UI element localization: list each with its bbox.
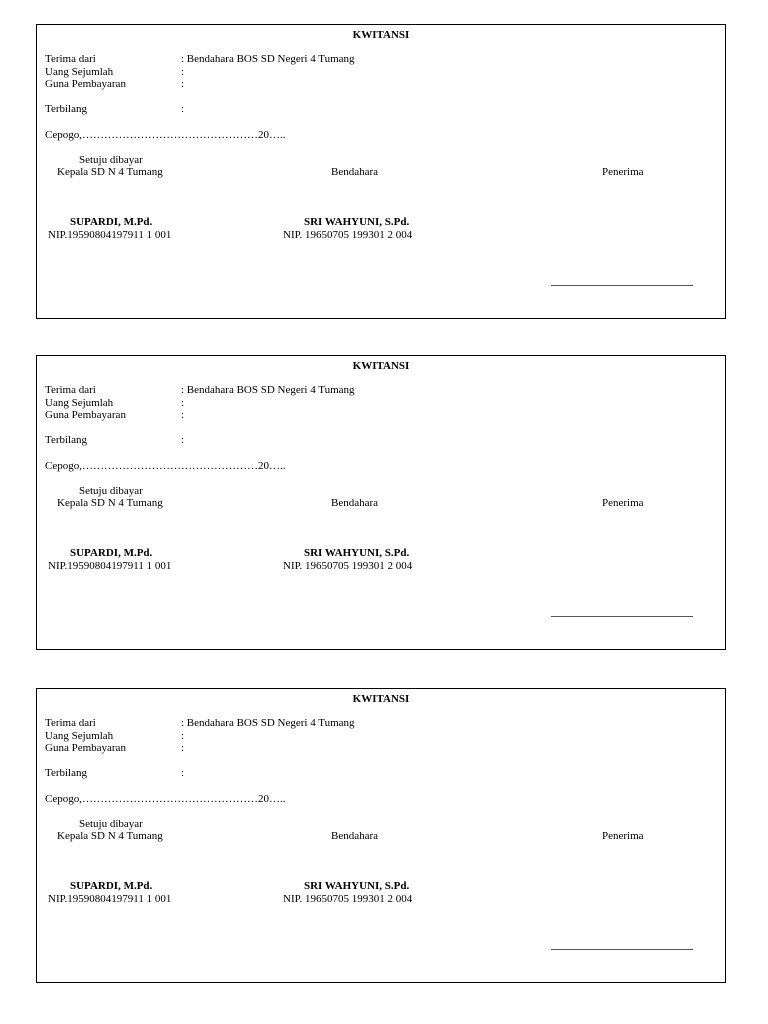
receiver-role: Penerima xyxy=(602,830,644,842)
date-line: Cepogo,…………………………………………20….. xyxy=(45,793,286,805)
field-value-terbilang: : xyxy=(181,434,185,446)
headmaster-nip: NIP.19590804197911 1 001 xyxy=(48,893,172,905)
headmaster-name: SUPARDI, M.Pd. xyxy=(70,880,153,892)
treasurer-nip: NIP. 19650705 199301 2 004 xyxy=(283,560,413,572)
field-label-terima-dari: Terima dari xyxy=(45,717,96,729)
field-value-terima-dari: : Bendahara BOS SD Negeri 4 Tumang xyxy=(181,53,355,65)
receipt-3 xyxy=(36,688,726,983)
approve-text: Setuju dibayar xyxy=(79,818,143,830)
field-value-terima-dari: : Bendahara BOS SD Negeri 4 Tumang xyxy=(181,717,355,729)
approve-text: Setuju dibayar xyxy=(79,485,143,497)
field-value-guna-pembayaran: : xyxy=(181,78,185,90)
treasurer-nip: NIP. 19650705 199301 2 004 xyxy=(283,893,413,905)
field-value-terbilang: : xyxy=(181,767,185,779)
treasurer-role: Bendahara xyxy=(331,166,379,178)
headmaster-role: Kepala SD N 4 Tumang xyxy=(57,830,163,842)
field-label-terima-dari: Terima dari xyxy=(45,53,96,65)
receipt-title: KWITANSI xyxy=(352,360,410,372)
receipt-2 xyxy=(36,355,726,650)
field-label-uang-sejumlah: Uang Sejumlah xyxy=(45,397,114,409)
treasurer-name: SRI WAHYUNI, S.Pd. xyxy=(304,547,410,559)
field-label-guna-pembayaran: Guna Pembayaran xyxy=(45,409,126,421)
receipt-title: KWITANSI xyxy=(352,693,410,705)
headmaster-name: SUPARDI, M.Pd. xyxy=(70,547,153,559)
receiver-signature-line xyxy=(551,949,693,950)
field-value-uang-sejumlah: : xyxy=(181,397,185,409)
receiver-signature-line xyxy=(551,285,693,286)
treasurer-name: SRI WAHYUNI, S.Pd. xyxy=(304,216,410,228)
receiver-signature-line xyxy=(551,616,693,617)
field-label-guna-pembayaran: Guna Pembayaran xyxy=(45,742,126,754)
field-value-terbilang: : xyxy=(181,103,185,115)
field-label-uang-sejumlah: Uang Sejumlah xyxy=(45,66,114,78)
field-value-guna-pembayaran: : xyxy=(181,409,185,421)
field-label-terima-dari: Terima dari xyxy=(45,384,96,396)
field-value-guna-pembayaran: : xyxy=(181,742,185,754)
field-value-uang-sejumlah: : xyxy=(181,66,185,78)
receipt-1 xyxy=(36,24,726,319)
approve-text: Setuju dibayar xyxy=(79,154,143,166)
field-label-guna-pembayaran: Guna Pembayaran xyxy=(45,78,126,90)
treasurer-name: SRI WAHYUNI, S.Pd. xyxy=(304,880,410,892)
receiver-role: Penerima xyxy=(602,497,644,509)
field-label-uang-sejumlah: Uang Sejumlah xyxy=(45,730,114,742)
field-label-terbilang: Terbilang xyxy=(45,434,87,446)
treasurer-role: Bendahara xyxy=(331,497,379,509)
headmaster-nip: NIP.19590804197911 1 001 xyxy=(48,560,172,572)
headmaster-role: Kepala SD N 4 Tumang xyxy=(57,497,163,509)
field-label-terbilang: Terbilang xyxy=(45,767,87,779)
receipt-title: KWITANSI xyxy=(352,29,410,41)
field-value-terima-dari: : Bendahara BOS SD Negeri 4 Tumang xyxy=(181,384,355,396)
treasurer-nip: NIP. 19650705 199301 2 004 xyxy=(283,229,413,241)
headmaster-nip: NIP.19590804197911 1 001 xyxy=(48,229,172,241)
field-label-terbilang: Terbilang xyxy=(45,103,87,115)
field-value-uang-sejumlah: : xyxy=(181,730,185,742)
date-line: Cepogo,…………………………………………20….. xyxy=(45,129,286,141)
headmaster-name: SUPARDI, M.Pd. xyxy=(70,216,153,228)
date-line: Cepogo,…………………………………………20….. xyxy=(45,460,286,472)
receiver-role: Penerima xyxy=(602,166,644,178)
headmaster-role: Kepala SD N 4 Tumang xyxy=(57,166,163,178)
treasurer-role: Bendahara xyxy=(331,830,379,842)
